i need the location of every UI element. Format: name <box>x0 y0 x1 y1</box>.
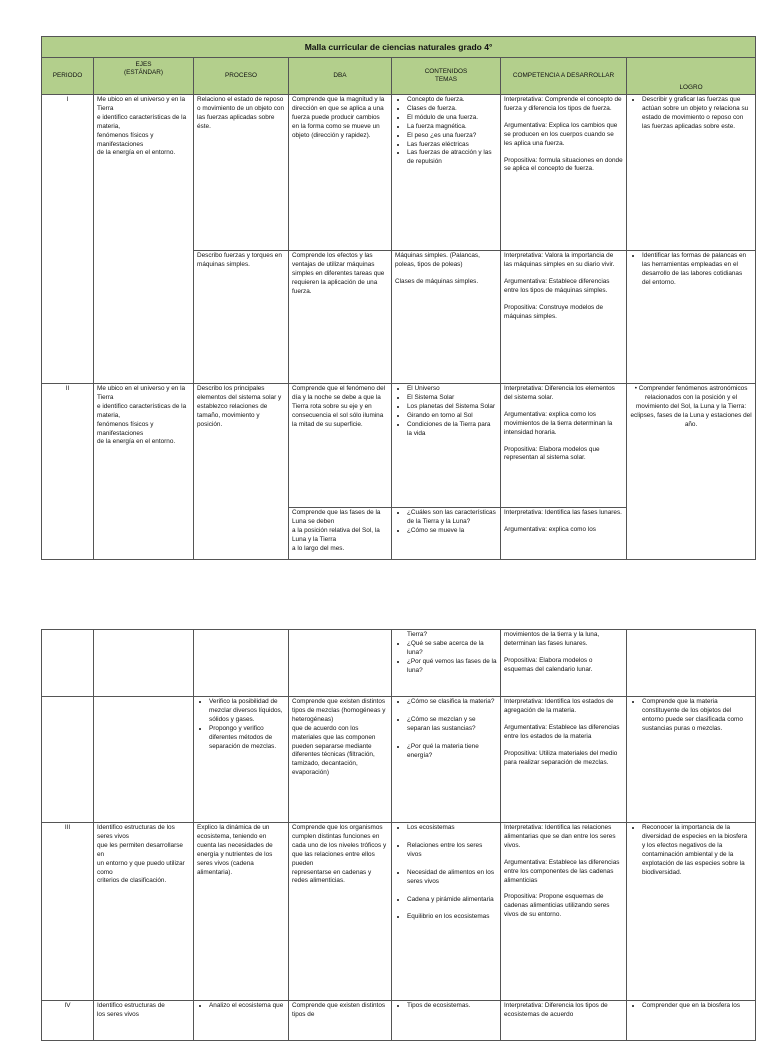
periodo-cell <box>42 630 94 697</box>
list-item: • Girando en torno al Sol <box>407 412 497 421</box>
eje-cell: Identifico estructuras de los seres vivos <box>94 1001 194 1041</box>
competencia-propositiva: Propositiva: Elabora modelos que representan al sistema solar. <box>504 445 600 462</box>
eje-cell: Me ubico en el universo y en la Tierra e identifico características de la materia, fenómenos físicos y manifestaciones de la energía en el entorno. <box>94 384 194 560</box>
logro-cell <box>627 1001 756 1041</box>
dba-cell: Comprende que el fenómeno del día y la noche se debe a que la Tierra rota sobre su eje y en consecuencia el sol sólo ilumina la mitad de su superficie. <box>289 384 392 508</box>
list-item: • Las fuerzas de atracción y las de repulsión <box>407 149 497 167</box>
eje-cell: Identifico estructuras de los seres vivos que les permiten desarrollarse en un entorno y que puedo utilizar como criterios de clasificación. <box>94 823 194 1001</box>
proceso-cell <box>194 1001 289 1041</box>
eje-cell: Me ubico en el universo y en la Tierra e identifico características de la materia, fenómenos físicos y manifestaciones de la energía en el entorno. <box>94 95 194 384</box>
list-item: • Concepto de fuerza. <box>407 96 497 105</box>
competencia-cell <box>501 508 627 560</box>
list-item: • Los planetas del Sistema Solar <box>407 403 497 412</box>
header-proceso: PROCESO <box>194 58 289 95</box>
proceso-cell: Describo fuerzas y torques en máquinas simples. <box>194 251 289 384</box>
header-dba: DBA <box>289 58 392 95</box>
list-item: • ¿Qué se sabe acerca de la luna? <box>407 640 497 658</box>
list-item: • Necesidad de alimentos en los seres vivos <box>407 869 497 887</box>
list-item: • ¿Cómo se mueve la <box>407 527 497 536</box>
contenidos-cell <box>392 697 501 823</box>
competencia-interpretativa: Interpretativa: Comprende el concepto de fuerza y diferencia los tipos de fuerza. <box>504 96 622 112</box>
eje-cell <box>94 697 194 823</box>
proceso-cell <box>194 697 289 823</box>
list-item: • Comprender que en la biosfera los <box>642 1002 752 1011</box>
dba-cell: Comprende que las fases de la Luna se deben a la posición relativa del Sol, la Luna y la Tierra a lo largo del mes. <box>289 508 392 560</box>
competencia-cell <box>501 823 627 1001</box>
list-item: • Comprende que la materia constituyente de los objetos del entorno puede ser clasificada como sustancias puras o mezclas. <box>642 698 752 734</box>
list-item: • Analizo el ecosistema que <box>209 1002 285 1011</box>
list-item: • Identificar las formas de palancas en las herramientas empleadas en el desarrollo de las labores cotidianas del entorno. <box>642 252 752 288</box>
list-item: • Relaciones entre los seres vivos <box>407 842 497 860</box>
competencia-cell <box>501 251 627 384</box>
list-item: • El Universo <box>407 385 497 394</box>
list-item: • Las fuerzas eléctricas <box>407 141 497 150</box>
proceso-cell: Describo los principales elementos del sistema solar y establezco relaciones de tamaño, movimiento y posición. <box>194 384 289 560</box>
periodo-cell: I <box>42 95 94 384</box>
contenidos-cell <box>392 630 501 697</box>
competencia-propositiva: Propositiva: Utiliza materiales del medio para realizar separación de mezclas. <box>504 749 618 766</box>
competencia-argumentativa: movimientos de la tierra y la luna, determinan las fases lunares. <box>504 631 600 647</box>
competencia-interpretativa: Interpretativa: Identifica las fases lunares. <box>504 509 622 516</box>
header-periodo: PERIODO <box>42 58 94 95</box>
list-item: • Cadena y pirámide alimentaria <box>407 896 497 905</box>
contenido-text: Máquinas simples. (Palancas, poleas, tipos de poleas) <box>395 252 480 268</box>
competencia-interpretativa: Interpretativa: Identifica las relaciones alimentarias que se dan entre los seres vivos. <box>504 824 616 849</box>
logro-cell <box>627 823 756 1001</box>
competencia-argumentativa: Argumentativa: Explica los cambios que se producen en los cuerpos cuando se les aplica una fuerza. <box>504 121 618 147</box>
competencia-propositiva: Propositiva: formula situaciones en donde se aplica el concepto de fuerza. <box>504 156 623 173</box>
periodo-cell: III <box>42 823 94 1001</box>
competencia-interpretativa: Interpretativa: Valora la importancia de las máquinas simples en su diario vivir. <box>504 252 615 268</box>
curriculum-table-page1 <box>41 36 756 560</box>
dba-cell: Comprende que existen distintos tipos de <box>289 1001 392 1041</box>
dba-cell: Comprende que la magnitud y la dirección en que se aplica a una fuerza puede producir cambios en la forma como se mueve un objeto (dirección y rapidez). <box>289 95 392 251</box>
curriculum-table-page2 <box>41 629 756 1041</box>
contenidos-cell <box>392 508 501 560</box>
list-item: • Reconocer la importancia de la diversidad de especies en la biosfera y los efectos negativos de la contaminación ambiental y de la explotación de las especies sobre la biodiversidad. <box>642 824 752 877</box>
list-item: • ¿Cómo se mezclan y se separan las sustancias? <box>407 716 497 734</box>
list-item: • Clases de fuerza. <box>407 105 497 114</box>
list-item: • Equilibrio en los ecosistemas <box>407 913 497 922</box>
contenidos-cell <box>392 823 501 1001</box>
list-item: • ¿Cómo se clasifica la materia? <box>407 698 497 707</box>
competencia-argumentativa: Argumentativa: Establece diferencias entre los tipos de máquinas simples. <box>504 277 610 294</box>
logro-cell <box>627 697 756 823</box>
dba-cell <box>289 630 392 697</box>
header-contenidos: CONTENIDOS TEMAS <box>392 58 501 95</box>
competencia-interpretativa: Interpretativa: Diferencia los elementos del sistema solar. <box>504 385 615 401</box>
list-item: • La fuerza magnética. <box>407 123 497 132</box>
list-item: • ¿Por qué la materia tiene energía? <box>407 743 497 761</box>
header-logro: LOGRO <box>627 58 756 95</box>
contenidos-cell <box>392 384 501 508</box>
competencia-argumentativa: Argumentativa: Establece las diferencias entre los componentes de las cadenas alimenticias <box>504 858 620 884</box>
proceso-cell <box>194 630 289 697</box>
list-item: • Describir y graficar las fuerzas que actúan sobre un objeto y relaciona su estado de movimiento o reposo con las fuerzas aplicadas sobre este. <box>642 96 752 132</box>
list-item: • Tipos de ecosistemas. <box>407 1002 497 1011</box>
competencia-cell <box>501 630 627 697</box>
header-ejes: EJES (ESTÁNDAR) <box>94 58 194 95</box>
list-item: • ¿Cuáles son las características de la Tierra y la Luna? <box>407 509 497 527</box>
periodo-cell: IV <box>42 1001 94 1041</box>
list-item: • Verifico la posibilidad de mezclar diversos líquidos, sólidos y gases. <box>209 698 285 725</box>
competencia-cell <box>501 384 627 508</box>
contenidos-cell <box>392 95 501 251</box>
competencia-cell: Interpretativa: Diferencia los tipos de ecosistemas de acuerdo <box>501 1001 627 1041</box>
proceso-cell: Relaciono el estado de reposo o movimiento de un objeto con las fuerzas aplicadas sobre éste. <box>194 95 289 251</box>
competencia-propositiva: Propositiva: Construye modelos de máquinas simples. <box>504 303 604 320</box>
list-item: • El módulo de una fuerza. <box>407 114 497 123</box>
competencia-argumentativa: Argumentativa: explica como los movimientos de la tierra determinan la intensidad horaria. <box>504 410 613 436</box>
dba-cell: Comprende los efectos y las ventajas de utilizar máquinas simples en diferentes tareas que requieren la aplicación de una fuerza. <box>289 251 392 384</box>
list-item: Tierra? <box>407 631 428 638</box>
page-title: Malla curricular de ciencias naturales grado 4° <box>42 37 756 58</box>
logro-cell <box>627 384 756 560</box>
list-item: • Condiciones de la Tierra para la vida <box>407 421 497 439</box>
competencia-cell <box>501 697 627 823</box>
list-item: • Los ecosistemas <box>407 824 497 833</box>
competencia-interpretativa: Interpretativa: Identifica los estados de agregación de la materia. <box>504 698 614 714</box>
periodo-cell <box>42 697 94 823</box>
competencia-propositiva: Propositiva: Propone esquemas de cadenas alimenticias utilizando seres vivos de su entorno. <box>504 893 610 919</box>
logro-cell <box>627 630 756 697</box>
proceso-cell: Explico la dinámica de un ecosistema, teniendo en cuenta las necesidades de energía y nutrientes de los seres vivos (cadena alimentaria). <box>194 823 289 1001</box>
list-item: • ¿Por qué vemos las fases de la luna? <box>407 658 497 676</box>
logro-text: • Comprender fenómenos astronómicos relacionados con la posición y el movimiento del Sol, la Luna y la Tierra: eclipses, fases de la Luna y estaciones del año. <box>630 385 752 428</box>
competencia-propositiva: Propositiva: Elabora modelos o esquemas del calendario lunar. <box>504 656 593 673</box>
competencia-argumentativa: Argumentativa: explica como los <box>504 525 596 533</box>
header-competencia: COMPETENCIA A DESARROLLAR <box>501 58 627 95</box>
dba-cell: Comprende que existen distintos tipos de mezclas (homogéneas y heterogéneas) que de acuerdo con los materiales que las componen pueden separarse mediante diferentes técnicas (filtración, tamizado, decantación, evaporación) <box>289 697 392 823</box>
dba-cell: Comprende que los organismos cumplen distintas funciones en cada uno de los niveles tróficos y que las relaciones entre ellos pueden representarse en cadenas y redes alimenticias. <box>289 823 392 1001</box>
contenidos-cell <box>392 251 501 384</box>
contenidos-cell <box>392 1001 501 1041</box>
list-item: • El peso ¿es una fuerza? <box>407 132 497 141</box>
list-item: • El Sistema Solar <box>407 394 497 403</box>
competencia-argumentativa: Argumentativa: Establece las diferencias entre los estados de la materia <box>504 723 620 740</box>
logro-cell <box>627 251 756 384</box>
contenido-text: Clases de máquinas simples. <box>395 277 479 285</box>
eje-cell <box>94 630 194 697</box>
logro-cell <box>627 95 756 251</box>
competencia-cell <box>501 95 627 251</box>
list-item: • Propongo y verifico diferentes métodos de separación de mezclas. <box>209 725 285 752</box>
periodo-cell: II <box>42 384 94 560</box>
